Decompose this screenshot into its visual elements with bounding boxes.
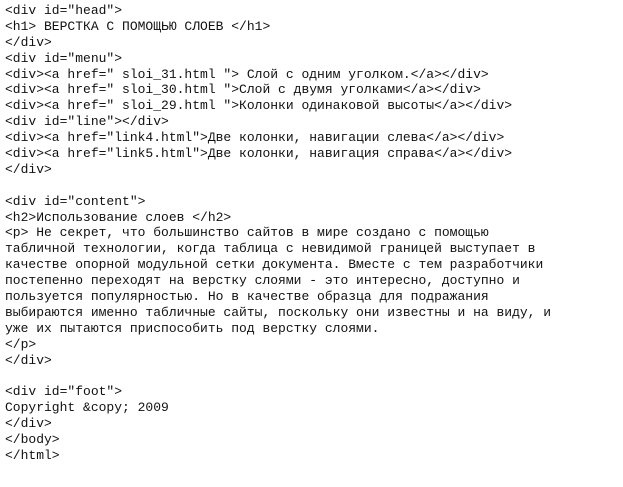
code-line: постепенно переходят на верстку слоями - это интересно, доступно и [5,273,520,289]
code-line: табличной технологии, когда таблица с невидимой границей выступает в [5,241,536,257]
code-line: </div> [5,352,52,368]
code-line: выбираются именно табличные сайты, поскольку они известны и на виду, и [5,304,552,320]
blank-line [5,368,619,384]
code-line: <p> Не секрет, что большинство сайтов в мире создано с помощью [5,225,489,241]
code-line: </body> [5,432,60,448]
code-line: <div><a href="link5.html">Две колонки, навигация справа</a></div> [5,146,513,162]
code-line: </p> [5,336,37,352]
code-listing [5,3,619,464]
code-line: уже их пытаются приспособить под верстку слоями. [5,320,380,336]
code-line: </div> [5,416,52,432]
code-line: <h1> ВЕРСТКА С ПОМОЩЬЮ СЛОЕВ </h1> [5,18,271,34]
code-line: <div id="head"> [5,3,123,18]
code-line: <div id="line"></div> [5,114,169,130]
code-line: <div><a href="link4.html">Две колонки, навигации слева</a></div> [5,130,505,146]
code-line: <div><a href=" sloi_31.html "> Слой с одним уголком.</a></div> [5,66,489,82]
code-line: </html> [5,447,60,463]
code-line: <div id="menu"> [5,50,123,66]
blank-line [5,178,619,194]
code-line: <h2>Использование слоев </h2> [5,209,232,225]
code-line: пользуется популярностью. Но в качестве образца для подражания [5,289,489,305]
code-line: качестве опорной модульной сетки документа. Вместе с тем разработчики [5,257,544,273]
code-line: </div> [5,34,52,50]
code-line: <div><a href=" sloi_29.html ">Колонки одинаковой высоты</a></div> [5,98,513,114]
code-line: </div> [5,161,52,177]
code-line: <div id="content"> [5,193,146,209]
code-line: <div><a href=" sloi_30.html ">Слой с двумя уголками</a></div> [5,82,481,98]
code-line: Copyright &copy; 2009 [5,400,169,416]
code-line: <div id="foot"> [5,384,123,400]
